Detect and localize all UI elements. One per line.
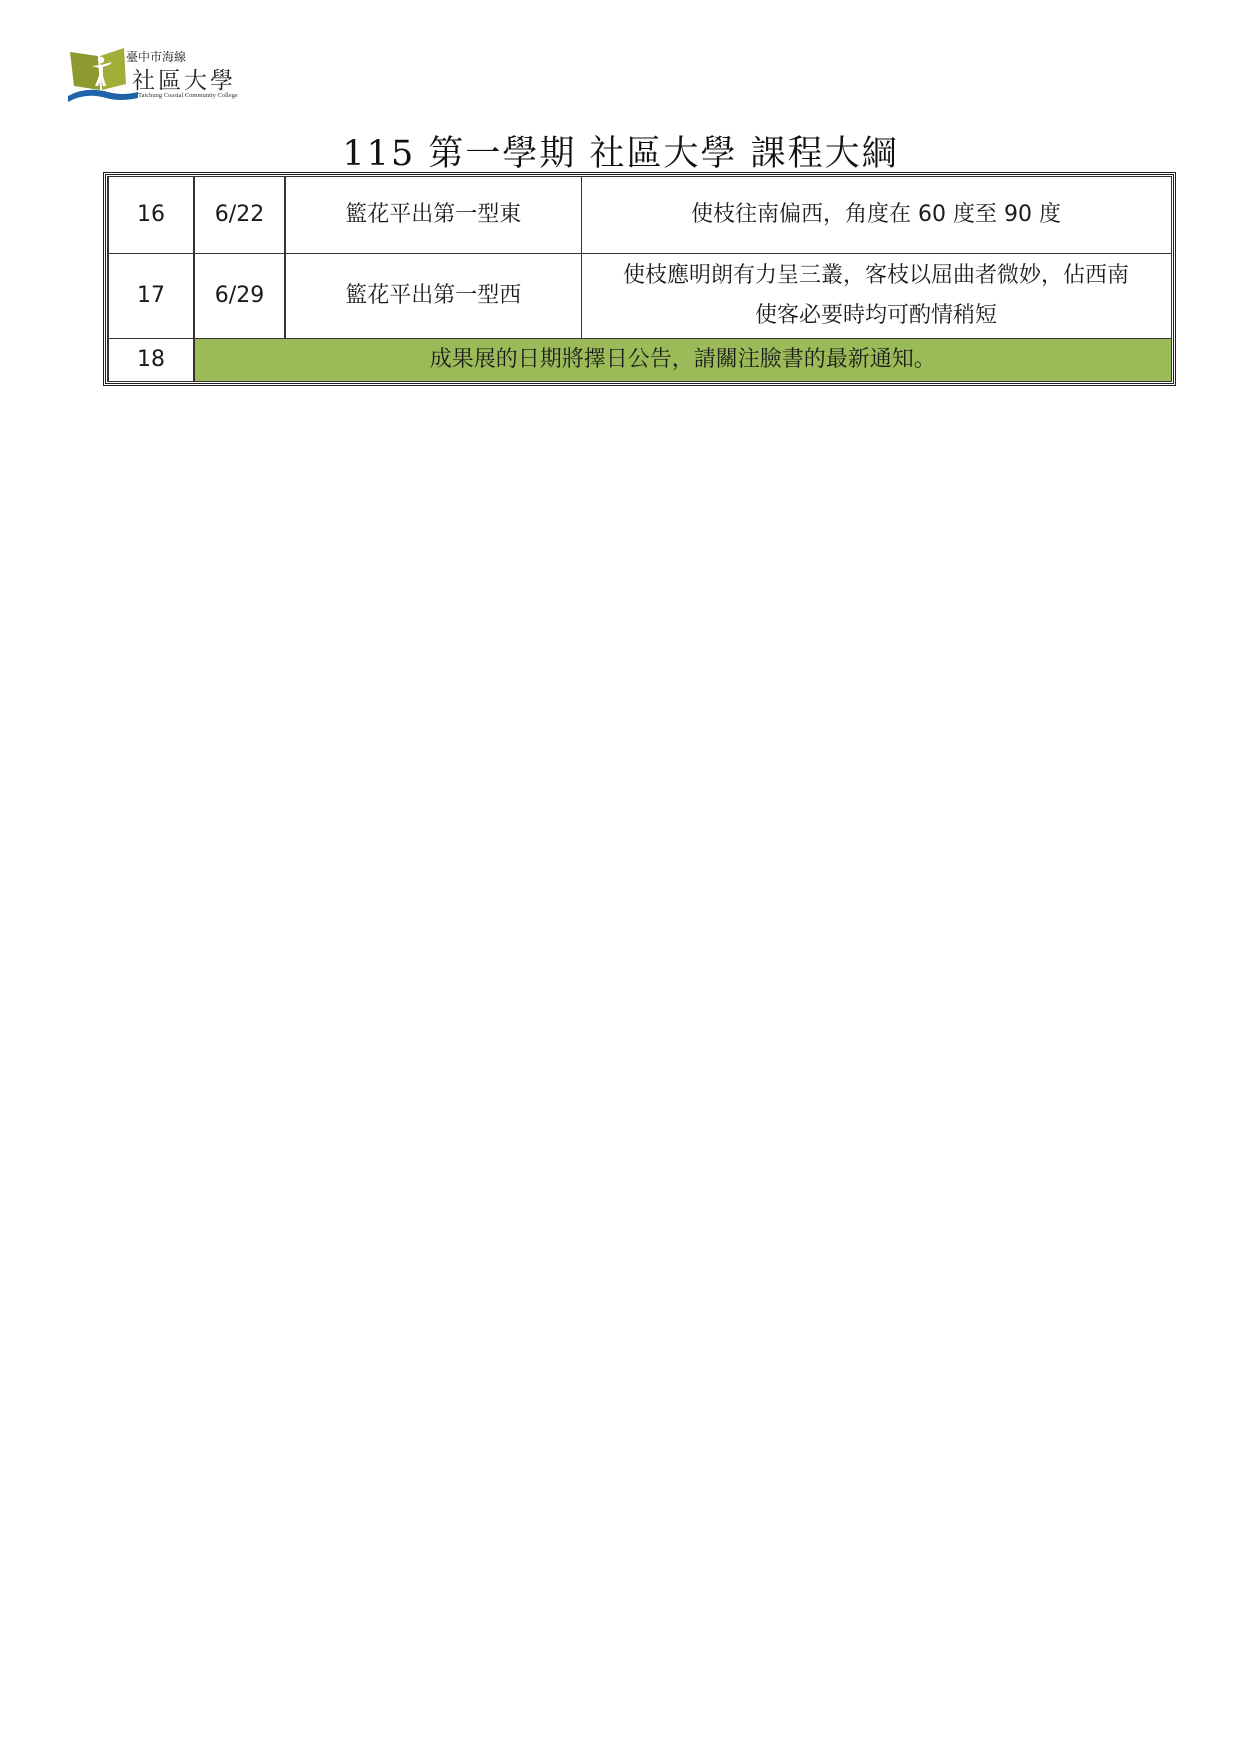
date-cell: 6/29: [194, 254, 285, 339]
college-logo: [68, 46, 268, 108]
logo-english-text: Taichung Coastal Community College: [138, 92, 238, 99]
exhibition-notice: 成果展的日期將擇日公告，請關注臉書的最新通知。: [194, 339, 1171, 382]
content-line: 使客必要時均可酌情稍短: [754, 303, 997, 328]
week-cell: 17: [108, 254, 194, 339]
syllabus-table: [107, 176, 1172, 382]
week-cell: 18: [108, 339, 194, 382]
logo-name-text: 社區大學: [132, 68, 236, 94]
table-row: [108, 254, 1171, 339]
topic-cell: 籃花平出第一型東: [285, 177, 581, 254]
logo-city-text: 臺中市海線: [126, 50, 187, 64]
topic-cell: 籃花平出第一型西: [285, 254, 581, 339]
content-line: 使枝往南偏西，角度在 60 度至 90 度: [691, 202, 1061, 227]
content-line: 使枝應明朗有力呈三叢，客枝以屈曲者微妙，佔西南: [622, 263, 1129, 288]
date-cell: 6/22: [194, 177, 285, 254]
week-cell: 16: [108, 177, 194, 254]
document-title: 115 第一學期 社區大學 課程大綱: [342, 134, 899, 174]
content-cell: [581, 254, 1171, 339]
table-row-final: [108, 339, 1171, 382]
content-cell: [581, 177, 1171, 254]
table-row: [108, 177, 1171, 254]
